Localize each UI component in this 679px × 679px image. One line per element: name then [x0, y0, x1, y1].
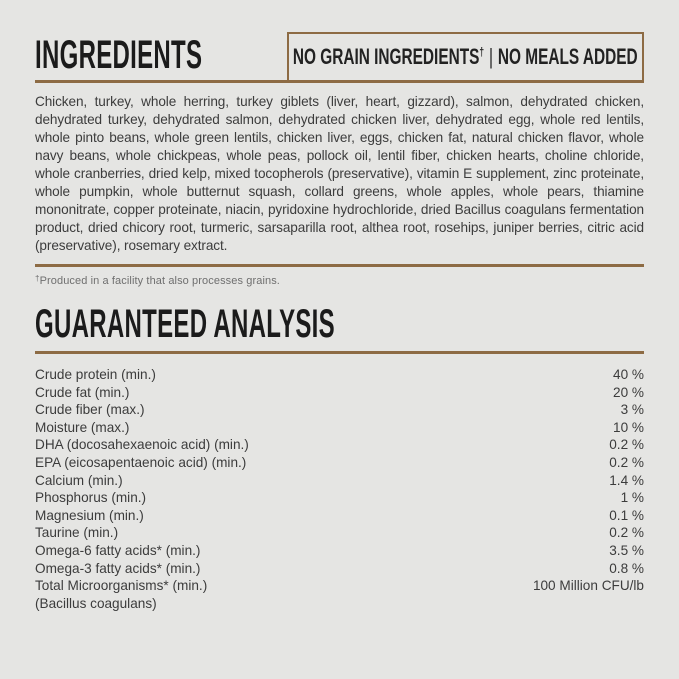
badge-dagger-mark: † [479, 45, 485, 59]
ingredients-header [35, 30, 644, 83]
analysis-row [35, 366, 644, 384]
analysis-label: Phosphorus (min.) [35, 490, 147, 506]
badge-no-grain-label: NO GRAIN INGREDIENTS [293, 44, 480, 69]
analysis-row [35, 577, 644, 595]
analysis-value: 3.5 % [609, 542, 644, 558]
analysis-value: 10 % [613, 419, 644, 435]
analysis-row-group [35, 577, 644, 612]
analysis-sublabel: (Bacillus coagulans) [35, 595, 157, 611]
analysis-row-group [35, 472, 644, 490]
analysis-value: 0.2 % [609, 454, 644, 470]
no-grain-badge-text [293, 46, 638, 68]
footnote-text: Produced in a facility that also processes grains. [39, 275, 280, 287]
analysis-value: 1 % [620, 490, 644, 506]
ingredients-divider [35, 264, 644, 267]
analysis-row-group [35, 401, 644, 419]
guaranteed-analysis-header [35, 304, 644, 354]
analysis-row-group [35, 560, 644, 578]
analysis-row [35, 401, 644, 419]
analysis-row [35, 436, 644, 454]
badge-no-meals-label: NO MEALS ADDED [498, 44, 638, 69]
footnote-dagger-mark: † [35, 274, 40, 283]
no-grain-badge [287, 32, 644, 80]
analysis-row-group [35, 366, 644, 384]
ingredients-title: INGREDIENTS [35, 33, 203, 77]
analysis-label: Crude fat (min.) [35, 384, 130, 400]
analysis-label: Magnesium (min.) [35, 507, 144, 523]
analysis-row [35, 524, 644, 542]
ingredients-list-text: Chicken, turkey, whole herring, turkey giblets (liver, heart, gizzard), salmon, dehydrated chicken, dehydrated turkey, dehydrated salmon, dehydrated chicken liver, dehydrated egg, whole red lentils, whole pinto beans, whole green lentils, chicken liver, eggs, chicken fat, natural chicken flavor, whole navy beans, whole chickpeas, whole peas, pollock oil, lentil fiber, chicken hearts, choline chloride, whole cranberries, dried kelp, mixed tocopherols (preservative), vitamin E supplement, zinc proteinate, whole pumpkin, whole butternut squash, collard greens, whole apples, whole pears, thiamine mononitrate, copper proteinate, niacin, pyridoxine hydrochloride, dried Bacillus coagulans fermentation product, dried chicory root, turmeric, sarsaparilla root, althea root, rosehips, juniper berries, citric acid (preservative), rosemary extract. [35, 94, 644, 253]
analysis-label: DHA (docosahexaenoic acid) (min.) [35, 437, 249, 453]
analysis-value: 0.2 % [609, 437, 644, 453]
analysis-row-group [35, 542, 644, 560]
analysis-row [35, 419, 644, 437]
analysis-label: Crude protein (min.) [35, 367, 156, 382]
analysis-row-group [35, 436, 644, 454]
analysis-row-group [35, 384, 644, 402]
analysis-value: 1.4 % [609, 472, 644, 488]
analysis-label: EPA (eicosapentaenoic acid) (min.) [35, 454, 247, 470]
analysis-row [35, 542, 644, 560]
analysis-label: Omega-6 fatty acids* (min.) [35, 542, 201, 558]
analysis-label: Calcium (min.) [35, 472, 123, 488]
badge-separator: | [489, 44, 494, 69]
analysis-label: Omega-3 fatty acids* (min.) [35, 560, 201, 576]
analysis-row [35, 454, 644, 472]
analysis-value: 3 % [620, 402, 644, 418]
analysis-label: Crude fiber (max.) [35, 402, 145, 418]
analysis-value: 0.1 % [609, 507, 644, 523]
analysis-row-group [35, 419, 644, 437]
analysis-row-group [35, 524, 644, 542]
analysis-label: Total Microorganisms* (min.) [35, 578, 208, 594]
analysis-value: 20 % [613, 384, 644, 400]
grain-facility-footnote [35, 275, 644, 287]
analysis-row [35, 507, 644, 525]
analysis-row-group [35, 507, 644, 525]
analysis-row-group [35, 489, 644, 507]
analysis-value: 40 % [613, 367, 644, 382]
analysis-value: 100 Million CFU/lb [532, 578, 644, 594]
analysis-row [35, 489, 644, 507]
analysis-value: 0.2 % [609, 525, 644, 541]
analysis-row [35, 384, 644, 402]
analysis-label: Taurine (min.) [35, 525, 119, 541]
analysis-value: 0.8 % [609, 560, 644, 576]
analysis-row-group [35, 454, 644, 472]
guaranteed-analysis-table [35, 366, 644, 612]
analysis-row [35, 560, 644, 578]
analysis-row [35, 472, 644, 490]
guaranteed-analysis-title: GUARANTEED ANALYSIS [35, 302, 335, 346]
analysis-label: Moisture (max.) [35, 419, 130, 435]
